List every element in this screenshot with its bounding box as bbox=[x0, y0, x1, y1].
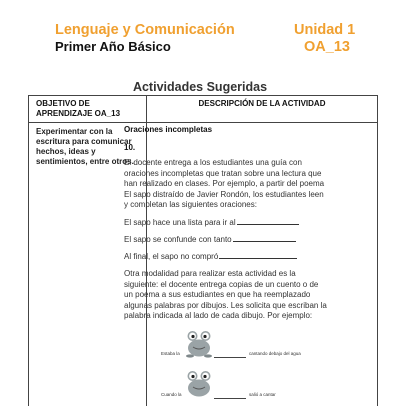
paragraph-line: han realizado en clases. Por ejemplo, a partir del poema bbox=[124, 179, 325, 188]
activity-title: Oraciones incompletas bbox=[124, 125, 213, 134]
objective-line: hechos, ideas y bbox=[36, 147, 96, 156]
answer-blank bbox=[214, 398, 246, 399]
sentence-2 bbox=[124, 235, 296, 246]
activity-table bbox=[28, 95, 378, 406]
paragraph-line: oraciones incompletas que tratan sobre una lectura que bbox=[124, 168, 322, 178]
answer-blank bbox=[233, 241, 296, 242]
answer-blank bbox=[219, 258, 297, 259]
grade-label: Primer Año Básico bbox=[55, 39, 171, 54]
answer-blank bbox=[237, 224, 299, 225]
objective-header-line: APRENDIZAJE OA_13 bbox=[36, 109, 121, 118]
objective-line: escritura para comunicar bbox=[36, 137, 132, 146]
sentence-text: Al final, el sapo no compró bbox=[124, 252, 219, 261]
header-divider bbox=[29, 122, 377, 123]
paragraph-2 bbox=[124, 269, 336, 322]
answer-blank bbox=[214, 357, 246, 358]
example-text: Cuando la bbox=[161, 392, 182, 397]
oa-label: OA_13 bbox=[304, 39, 350, 55]
unit-label: Unidad 1 bbox=[294, 22, 356, 38]
frog-icon bbox=[184, 328, 214, 358]
example-text: cantando debajo del agua bbox=[249, 351, 301, 356]
section-title: Actividades Sugeridas bbox=[132, 80, 268, 94]
frog-icon bbox=[184, 368, 214, 398]
sentence-3 bbox=[124, 252, 297, 263]
subject-title: Lenguaje y Comunicación bbox=[55, 22, 235, 38]
description-column-header: DESCRIPCIÓN DE LA ACTIVIDAD bbox=[198, 99, 326, 108]
objective-column-header bbox=[36, 99, 141, 119]
paragraph-line: un poema a sus estudiantes en que ha reemplazado bbox=[124, 290, 311, 299]
example-text: Estaba la bbox=[161, 351, 180, 356]
example-text: salió a cantar bbox=[249, 392, 276, 397]
sentence-text: El sapo se confunde con tanto bbox=[124, 235, 232, 244]
paragraph-line: El sapo distraído de Javier Rondón, los estudiantes leen bbox=[124, 189, 324, 199]
paragraph-line: Otra modalidad para realizar esta actividad es la bbox=[124, 269, 296, 278]
paragraph-line: El docente entrega a los estudiantes una guía con bbox=[124, 158, 302, 167]
objective-line: sentimientos, entre otros. bbox=[36, 157, 134, 166]
paragraph-line: palabra indicada al lado de cada dibujo. Por ejemplo: bbox=[124, 311, 313, 320]
paragraph-line: algunas palabras por dibujos. Les solicita que escriban la bbox=[124, 300, 327, 310]
sentence-1 bbox=[124, 218, 299, 229]
paragraph-line: y completan las siguientes oraciones: bbox=[124, 200, 257, 209]
paragraph-line: siguiente: el docente entrega copias de un cuento o de bbox=[124, 279, 319, 289]
column-divider bbox=[146, 96, 147, 406]
objective-header-line: OBJETIVO DE bbox=[36, 99, 90, 108]
activity-number: 10. bbox=[124, 143, 136, 152]
objective-line: Experimentar con la bbox=[36, 127, 113, 136]
sentence-text: El sapo hace una lista para ir al bbox=[124, 218, 236, 227]
paragraph-1 bbox=[124, 158, 336, 211]
